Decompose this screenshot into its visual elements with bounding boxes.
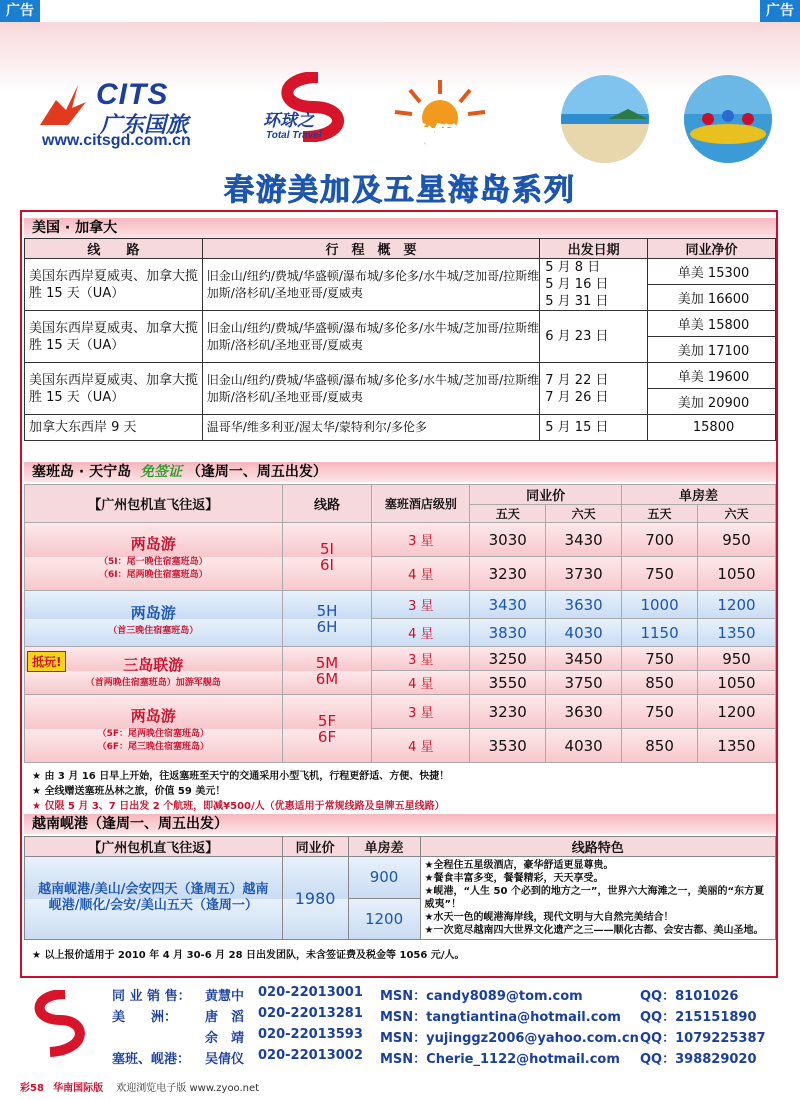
contact-footer (0, 985, 800, 1070)
page-title: 春游美加及五星海岛系列 (224, 173, 576, 208)
route-cell: 美国东西岸夏威夷、加拿大揽胜 15 天（UA） (25, 311, 203, 363)
single-6d: 950 (698, 523, 776, 557)
guolv-holiday-cn: 国旅假期 (380, 122, 476, 150)
table-row (25, 363, 776, 389)
promo-photos (548, 74, 788, 164)
single-5d: 850 (622, 729, 698, 763)
table-row (25, 523, 776, 557)
date-cell: 5 月 15 日 (540, 415, 648, 441)
contact-msn[interactable]: MSN：Cherie_1122@hotmail.com (380, 1052, 620, 1067)
visa-free-label: 免签证 (139, 464, 182, 480)
feature-line: ★餐食丰富多变，餐餐精彩，天天享受。 (424, 873, 604, 884)
vietnam-table (24, 836, 776, 940)
single-6d: 1200 (698, 591, 776, 619)
col-date: 出发日期 (540, 239, 648, 259)
saipan-title: 塞班岛 · 天宁岛 (32, 464, 132, 480)
route-cell: 美国东西岸夏威夷、加拿大揽胜 15 天（UA） (25, 259, 203, 311)
route-cell: 加拿大东西岸 9 天 (25, 415, 203, 441)
single-5d: 750 (622, 695, 698, 729)
single-5d: 1150 (622, 619, 698, 647)
contact-qq: QQ：1079225387 (640, 1031, 766, 1046)
price-6d: 4030 (546, 619, 622, 647)
feature-line: ★岘港，“人生 50 个必到的地方之一”，世界六大海滩之一，美丽的“东方夏威夷”！ (424, 886, 765, 910)
table-row (25, 415, 776, 441)
days6-header: 六天 (698, 505, 776, 523)
package-cell (25, 647, 283, 695)
price-5d: 3430 (470, 591, 546, 619)
price-cell: 15800 (648, 415, 776, 441)
price-6d: 3450 (546, 647, 622, 671)
feature-line: ★水天一色的岘港海岸线，现代文明与大自然完美结合！ (424, 912, 674, 923)
cits-wordmark: CITS (96, 78, 169, 111)
saipan-table (24, 484, 776, 763)
banana-boat-photo (673, 74, 783, 164)
contact-msn[interactable]: MSN：yujinggz2006@yahoo.com.cn (380, 1031, 639, 1046)
vietnam-single: 1200 (348, 898, 420, 940)
package-cell (25, 523, 283, 591)
star-cell: 4 星 (372, 619, 470, 647)
col-price: 同业净价 (648, 239, 776, 259)
saipan-schedule: （逢周一、周五出发） (186, 464, 327, 480)
contact-row (0, 1048, 800, 1068)
contact-qq: QQ：8101026 (640, 989, 739, 1004)
note-line: ★ 仅限 5 月 3、7 日出发 2 个航班，即减¥500/人（优惠适用于常规线路及皇牌五星线路） (32, 801, 445, 812)
charter-header: 【广州包机直飞往返】 (25, 837, 283, 857)
section-us-canada: 美国 · 加拿大 (24, 218, 776, 238)
package-name: 三岛联游 (123, 655, 184, 674)
itinerary-cell: 旧金山/纽约/费城/华盛顿/瀑布城/多伦多/水牛城/芝加哥/拉斯维加斯/洛杉矶/圣地亚哥/夏威夷 (202, 311, 539, 363)
package-name: 两岛游 (130, 707, 176, 725)
contact-row (0, 1027, 800, 1047)
itinerary-cell: 温哥华/维多利亚/渥太华/蒙特利尔/多伦多 (202, 415, 539, 441)
col-itinerary: 行 程 概 要 (202, 239, 539, 259)
contact-qq: QQ：215151890 (640, 1010, 757, 1025)
deal-badge: 抵玩! (27, 651, 66, 672)
header-banner (0, 22, 800, 150)
price-5d: 3230 (470, 557, 546, 591)
section-vietnam: 越南岘港（逢周一、周五出发） (24, 814, 776, 834)
price-cell: 美加 16600 (648, 285, 776, 311)
contact-name: 黄慧中 (205, 989, 245, 1004)
package-note: （首两晚住宿塞班岛）加游军舰岛 (85, 677, 221, 688)
guolv-holiday-logo[interactable] (380, 78, 510, 153)
vietnam-single: 900 (348, 857, 420, 899)
package-cell (25, 591, 283, 647)
single-5d: 750 (622, 647, 698, 671)
code-cell: 5H 6H (282, 591, 372, 647)
contact-name: 余 靖 (205, 1031, 245, 1046)
price-5d: 3230 (470, 695, 546, 729)
price-5d: 3250 (470, 647, 546, 671)
price-6d: 3430 (546, 523, 622, 557)
table-row (25, 259, 776, 285)
contact-label: 美 洲： (112, 1010, 178, 1025)
contact-phone: 020-22013001 (258, 985, 363, 1000)
code-cell: 5F 6F (282, 695, 372, 763)
star-cell: 4 星 (372, 729, 470, 763)
days5-header: 五天 (470, 505, 546, 523)
single-6d: 1350 (698, 619, 776, 647)
note-line: ★ 由 3 月 16 日早上开始，往返塞班至天宁的交通采用小型飞机，行程更舒适、方便、快捷！ (32, 771, 450, 782)
star-cell: 3 星 (372, 523, 470, 557)
route-cell: 美国东西岸夏威夷、加拿大揽胜 15 天（UA） (25, 363, 203, 415)
total-travel-cn: 环球之 (263, 111, 314, 131)
price-6d: 3630 (546, 695, 622, 729)
contact-label: 同 业 销 售： (112, 989, 191, 1004)
table-row (25, 857, 776, 899)
single-5d: 1000 (622, 591, 698, 619)
package-name: 两岛游 (130, 535, 176, 553)
star-cell: 4 星 (372, 671, 470, 695)
price-cell: 单美 15800 (648, 311, 776, 337)
star-cell: 3 星 (372, 647, 470, 671)
code-cell: 5I 6I (282, 523, 372, 591)
vietnam-price: 1980 (282, 857, 348, 940)
single-5d: 750 (622, 557, 698, 591)
itinerary-cell: 旧金山/纽约/费城/华盛顿/瀑布城/多伦多/水牛城/芝加哥/拉斯维加斯/洛杉矶/圣地亚哥/夏威夷 (202, 259, 539, 311)
price-cell: 单美 15300 (648, 259, 776, 285)
contact-phone: 020-22013593 (258, 1027, 363, 1042)
cits-runner-icon (38, 80, 98, 130)
package-cell (25, 695, 283, 763)
date-cell: 7 月 22 日 7 月 26 日 (540, 363, 648, 415)
page-bottom-bar (0, 1078, 800, 1100)
price-header: 同业价 (282, 837, 348, 857)
contact-label: 塞班、岘港： (112, 1052, 191, 1067)
price-5d: 3530 (470, 729, 546, 763)
feature-header: 线路特色 (420, 837, 775, 857)
vietnam-route: 越南岘港/美山/会安四天（逢周五）越南岘港/顺化/会安/美山五天（逢周一） (25, 857, 283, 940)
main-panel (20, 210, 778, 978)
date-cell: 6 月 23 日 (540, 311, 648, 363)
package-note: （首三晚住宿塞班岛） (108, 625, 199, 636)
days5-header: 五天 (622, 505, 698, 523)
days6-header: 六天 (546, 505, 622, 523)
contact-row (0, 1006, 800, 1026)
single-header: 单房差 (348, 837, 420, 857)
star-cell: 4 星 (372, 557, 470, 591)
contact-phone: 020-22013002 (258, 1048, 363, 1063)
package-note: （6F：尾三晚住宿塞班岛） (97, 742, 209, 752)
single-6d: 1200 (698, 695, 776, 729)
note-line: ★ 全线赠送塞班丛林之旅，价值 59 美元！ (32, 786, 226, 797)
itinerary-cell: 旧金山/纽约/费城/华盛顿/瀑布城/多伦多/水牛城/芝加哥/拉斯维加斯/洛杉矶/圣地亚哥/夏威夷 (202, 363, 539, 415)
saipan-notes (32, 769, 772, 814)
feature-line: ★一次览尽越南四大世界文化遗产之三——顺化古都、会安古都、美山圣地。 (424, 925, 764, 936)
page-number: 彩58 (20, 1083, 44, 1094)
hotel-header: 塞班酒店级别 (372, 485, 470, 523)
package-note: （5I：尾一晚住宿塞班岛） (98, 557, 208, 567)
price-5d: 3030 (470, 523, 546, 557)
contact-name: 唐 滔 (205, 1010, 245, 1025)
single-6d: 1350 (698, 729, 776, 763)
price-6d: 3630 (546, 591, 622, 619)
single-6d: 1050 (698, 557, 776, 591)
single-5d: 850 (622, 671, 698, 695)
date-cell: 5 月 8 日 5 月 16 日 5 月 31 日 (540, 259, 648, 311)
price-6d: 3730 (546, 557, 622, 591)
price-6d: 4030 (546, 729, 622, 763)
single-6d: 950 (698, 647, 776, 671)
code-header: 线路 (282, 485, 372, 523)
contact-row (0, 985, 800, 1005)
star-cell: 3 星 (372, 591, 470, 619)
contact-phone: 020-22013281 (258, 1006, 363, 1021)
contact-name: 吴倩仪 (205, 1052, 245, 1067)
single-6d: 1050 (698, 671, 776, 695)
price-header: 同业价 (470, 485, 622, 505)
package-name: 两岛游 (130, 603, 176, 622)
table-row (25, 695, 776, 729)
price-cell: 美加 17100 (648, 337, 776, 363)
single-5d: 700 (622, 523, 698, 557)
feature-line: ★全程住五星级酒店，豪华舒适更显尊贵。 (424, 860, 614, 871)
vietnam-features (420, 857, 775, 940)
col-route: 线 路 (25, 239, 203, 259)
contact-qq: QQ：398829020 (640, 1052, 757, 1067)
ezine-link[interactable]: 欢迎浏览电子版 www.zyoo.net (116, 1083, 260, 1094)
price-5d: 3550 (470, 671, 546, 695)
beach-photo (548, 74, 663, 164)
us-canada-table (24, 238, 776, 441)
charter-header: 【广州包机直飞往返】 (25, 485, 283, 523)
price-cell: 美加 20900 (648, 389, 776, 415)
cits-logo[interactable] (38, 80, 238, 150)
ad-tag-right: 广告 (760, 0, 800, 22)
single-header: 单房差 (622, 485, 776, 505)
table-row (25, 647, 776, 671)
table-row (25, 311, 776, 337)
cits-url[interactable]: www.citsgd.com.cn (42, 132, 191, 149)
ad-tag-left: 广告 (0, 0, 40, 22)
price-cell: 单美 19600 (648, 363, 776, 389)
cits-cn-name: 广东国旅 (100, 113, 189, 138)
code-cell: 5M 6M (282, 647, 372, 695)
price-5d: 3830 (470, 619, 546, 647)
package-note: （6I：尾两晚住宿塞班岛） (98, 570, 208, 580)
magazine-name: 华南国际版 (53, 1083, 104, 1094)
price-6d: 3750 (546, 671, 622, 695)
total-travel-en: Total Travel (266, 130, 322, 141)
star-cell: 3 星 (372, 695, 470, 729)
contact-msn[interactable]: MSN：tangtiantina@hotmail.com (380, 1010, 621, 1025)
package-note: （5F：尾两晚住宿塞班岛） (97, 729, 209, 739)
section-saipan (24, 462, 776, 482)
table-row (25, 591, 776, 619)
vietnam-footnote: ★ 以上报价适用于 2010 年 4 月 30-6 月 28 日出发团队，未含签证费及税金等 1056 元/人。 (32, 950, 465, 961)
contact-msn[interactable]: MSN：candy8089@tom.com (380, 989, 583, 1004)
total-travel-logo[interactable] (258, 72, 368, 152)
